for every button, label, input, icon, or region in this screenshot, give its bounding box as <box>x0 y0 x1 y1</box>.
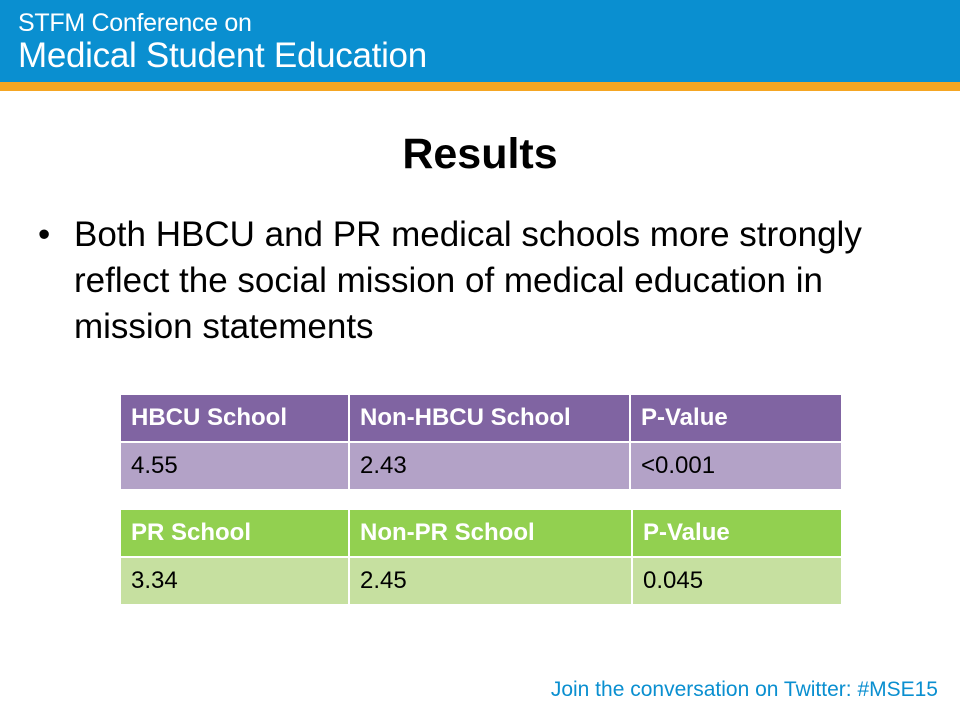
bullet-point <box>38 212 918 350</box>
bullet-text: Both HBCU and PR medical schools more strongly reflect the social mission of medical education in mission statements <box>74 215 862 346</box>
table-header-cell: Non-PR School <box>349 509 632 557</box>
conference-banner <box>0 0 960 82</box>
banner-title-line1: STFM Conference on <box>18 9 252 37</box>
hbcu-comparison-table <box>119 393 843 491</box>
table-cell: 2.45 <box>349 557 632 605</box>
table-header-row <box>120 509 842 557</box>
table-cell: 3.34 <box>120 557 349 605</box>
table-row <box>120 442 842 490</box>
table-cell: 0.045 <box>632 557 842 605</box>
table-header-cell: P-Value <box>630 394 842 442</box>
bullet-icon: • <box>38 215 51 254</box>
banner-orange-stripe <box>0 82 960 91</box>
table-row <box>120 557 842 605</box>
pr-comparison-table <box>119 508 843 606</box>
slide-title: Results <box>402 130 558 178</box>
table-header-row <box>120 394 842 442</box>
twitter-hashtag-note: Join the conversation on Twitter: #MSE15 <box>550 678 938 701</box>
banner-title-line2: Medical Student Education <box>18 36 427 75</box>
table-cell: <0.001 <box>630 442 842 490</box>
table-header-cell: PR School <box>120 509 349 557</box>
table-header-cell: Non-HBCU School <box>349 394 630 442</box>
table-cell: 4.55 <box>120 442 349 490</box>
table-cell: 2.43 <box>349 442 630 490</box>
table-header-cell: P-Value <box>632 509 842 557</box>
table-header-cell: HBCU School <box>120 394 349 442</box>
